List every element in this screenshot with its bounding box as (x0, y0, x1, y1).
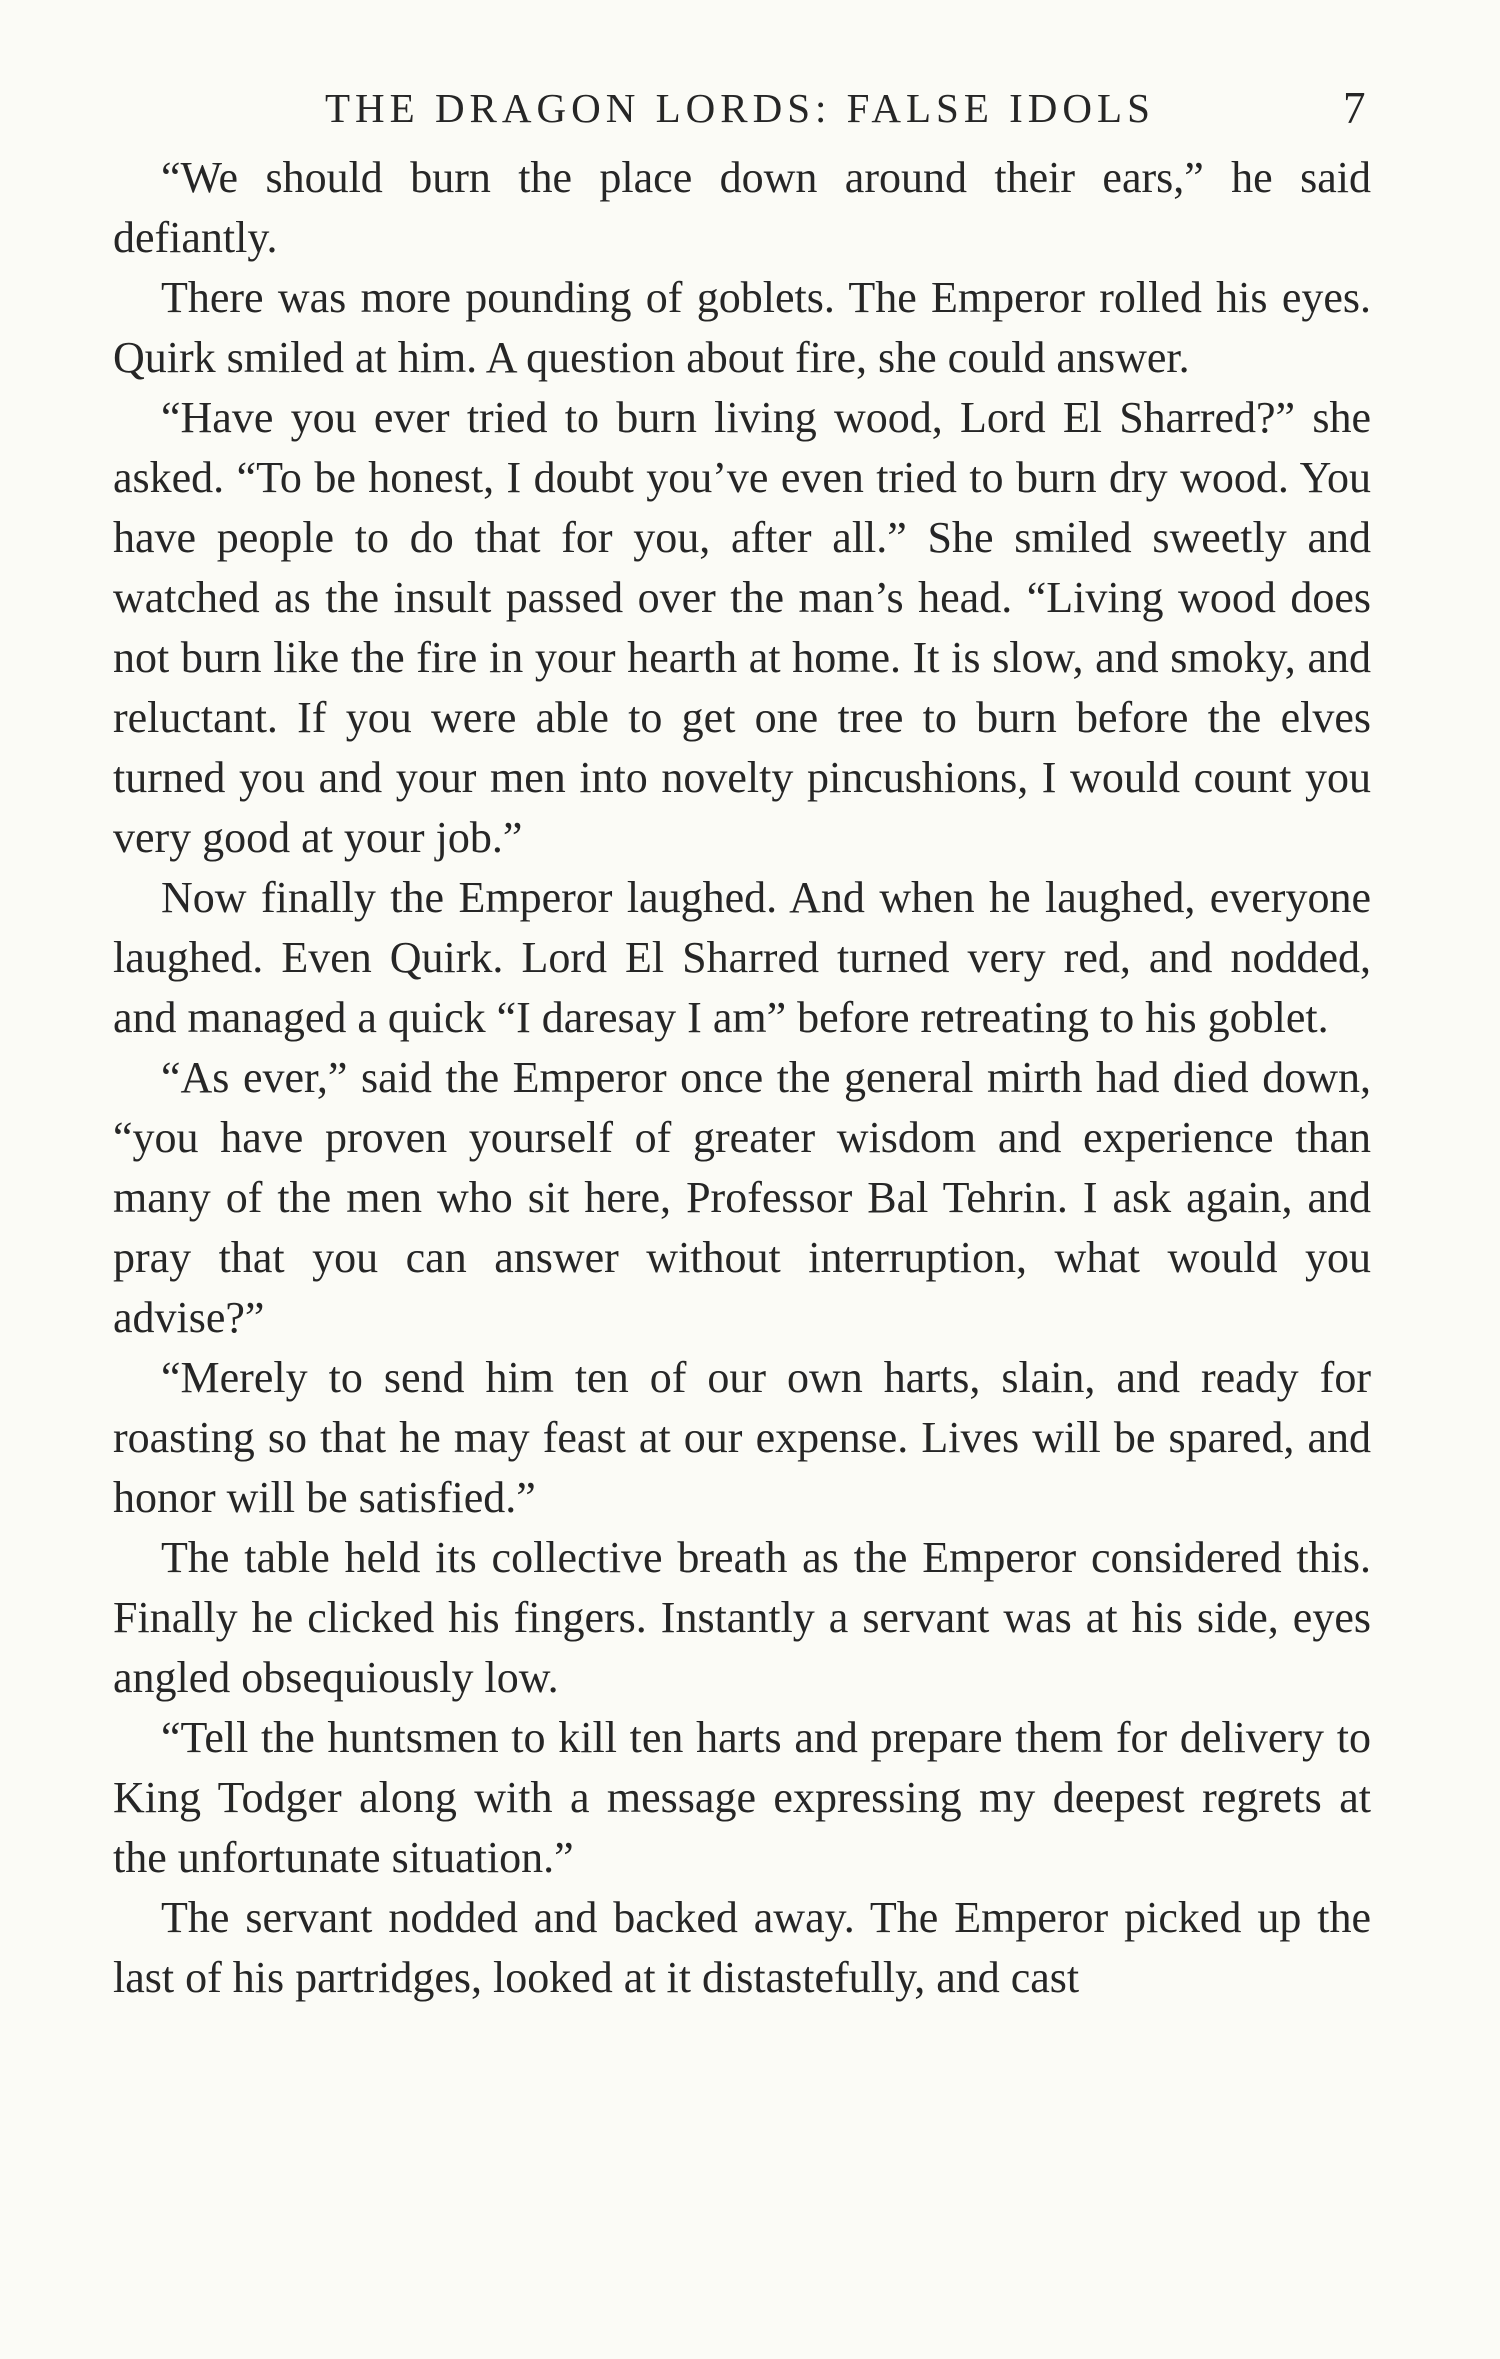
paragraph: “Tell the huntsmen to kill ten harts and prepare them for delivery to King Todger along with a message expressing my deepest regrets at the unfortunate situation.” (113, 1713, 1371, 1882)
paragraph: “Have you ever tried to burn living wood, Lord El Sharred?” she asked. “To be honest, I doubt you’ve even tried to burn dry wood. You have people to do that for you, after all.” She smiled sweetly and watched as the insult passed over the man’s head. “Living wood does not burn like the fire in your hearth at home. It is slow, and smoky, and reluctant. If you were able to get one tree to burn before the elves turned you and your men into novelty pincushions, I would count you very good at your job.” (113, 393, 1371, 862)
paragraph: “As ever,” said the Emperor once the general mirth had died down, “you have proven yourself of greater wisdom and experience than many of the men who sit here, Professor Bal Tehrin. I ask again, and pray that you can answer without interruption, what would you advise?” (113, 1053, 1371, 1342)
running-head (0, 78, 1500, 138)
paragraph: “We should burn the place down around their ears,” he said defiantly. (113, 153, 1371, 262)
running-title: THE DRAGON LORDS: FALSE IDOLS (325, 85, 1155, 131)
paragraph: The table held its collective breath as the Emperor considered this. Finally he clicked his fingers. Instantly a servant was at his side, eyes angled obsequiously low. (113, 1533, 1371, 1702)
paragraph: “Merely to send him ten of our own harts, slain, and ready for roasting so that he may feast at our expense. Lives will be spared, and honor will be satisfied.” (113, 1353, 1371, 1522)
page-number: 7 (1343, 83, 1366, 133)
body-text (113, 148, 1371, 2008)
paragraph: Now finally the Emperor laughed. And when he laughed, everyone laughed. Even Quirk. Lord El Sharred turned very red, and nodded, and managed a quick “I daresay I am” before retreating to his goblet. (113, 873, 1371, 1042)
paragraph: The servant nodded and backed away. The Emperor picked up the last of his partridges, looked at it distastefully, and cast (113, 1893, 1371, 2002)
paragraph: There was more pounding of goblets. The Emperor rolled his eyes. Quirk smiled at him. A question about fire, she could answer. (113, 273, 1371, 382)
